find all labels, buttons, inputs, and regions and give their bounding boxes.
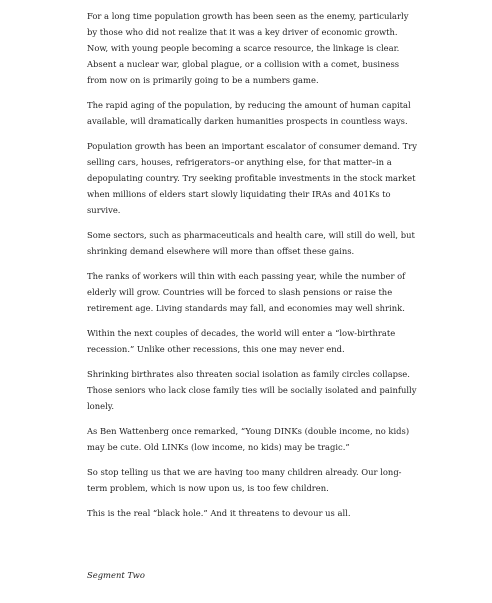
- paragraph: Within the next couples of decades, the world will enter a “low-birthrate recession.” Unlike other recessions, this one may never end.: [87, 328, 396, 354]
- segment-label: Segment Two: [87, 570, 145, 580]
- paragraph: Population growth has been an important escalator of consumer demand. Try selling cars, houses, refrigerators–or anything else, for that matter–in a depopulating country. Try seeking profitable investments in the stock market when millions of elders start slowly liquidating their IRAs and 401Ks to survive.: [87, 141, 417, 215]
- paragraph: The rapid aging of the population, by reducing the amount of human capital available, will dramatically darken humanities prospects in countless ways.: [87, 100, 411, 126]
- document-body: [87, 8, 417, 530]
- paragraph: As Ben Wattenberg once remarked, “Young DINKs (double income, no kids) may be cute. Old LINKs (low income, no kids) may be tragic.”: [87, 426, 410, 452]
- paragraph: So stop telling us that we are having too many children already. Our long-term problem, which is now upon us, is too few children.: [87, 467, 402, 493]
- paragraph: This is the real “black hole.” And it threatens to devour us all.: [87, 508, 351, 518]
- paragraph: Shrinking birthrates also threaten social isolation as family circles collapse. Those seniors who lack close family ties will be socially isolated and painfully lonely.: [87, 369, 417, 411]
- paragraph: Some sectors, such as pharmaceuticals and health care, will still do well, but shrinking demand elsewhere will more than offset these gains.: [87, 230, 415, 256]
- paragraph: The ranks of workers will thin with each passing year, while the number of elderly will grow. Countries will be forced to slash pensions or raise the retirement age. Living standards may fall, and economies may well shrink.: [87, 271, 406, 313]
- paragraph: For a long time population growth has been seen as the enemy, particularly by those who did not realize that it was a key driver of economic growth. Now, with young people becoming a scarce resource, the linkage is clear. Absent a nuclear war, global plague, or a collision with a comet, business from now on is primarily going to be a numbers game.: [87, 11, 409, 85]
